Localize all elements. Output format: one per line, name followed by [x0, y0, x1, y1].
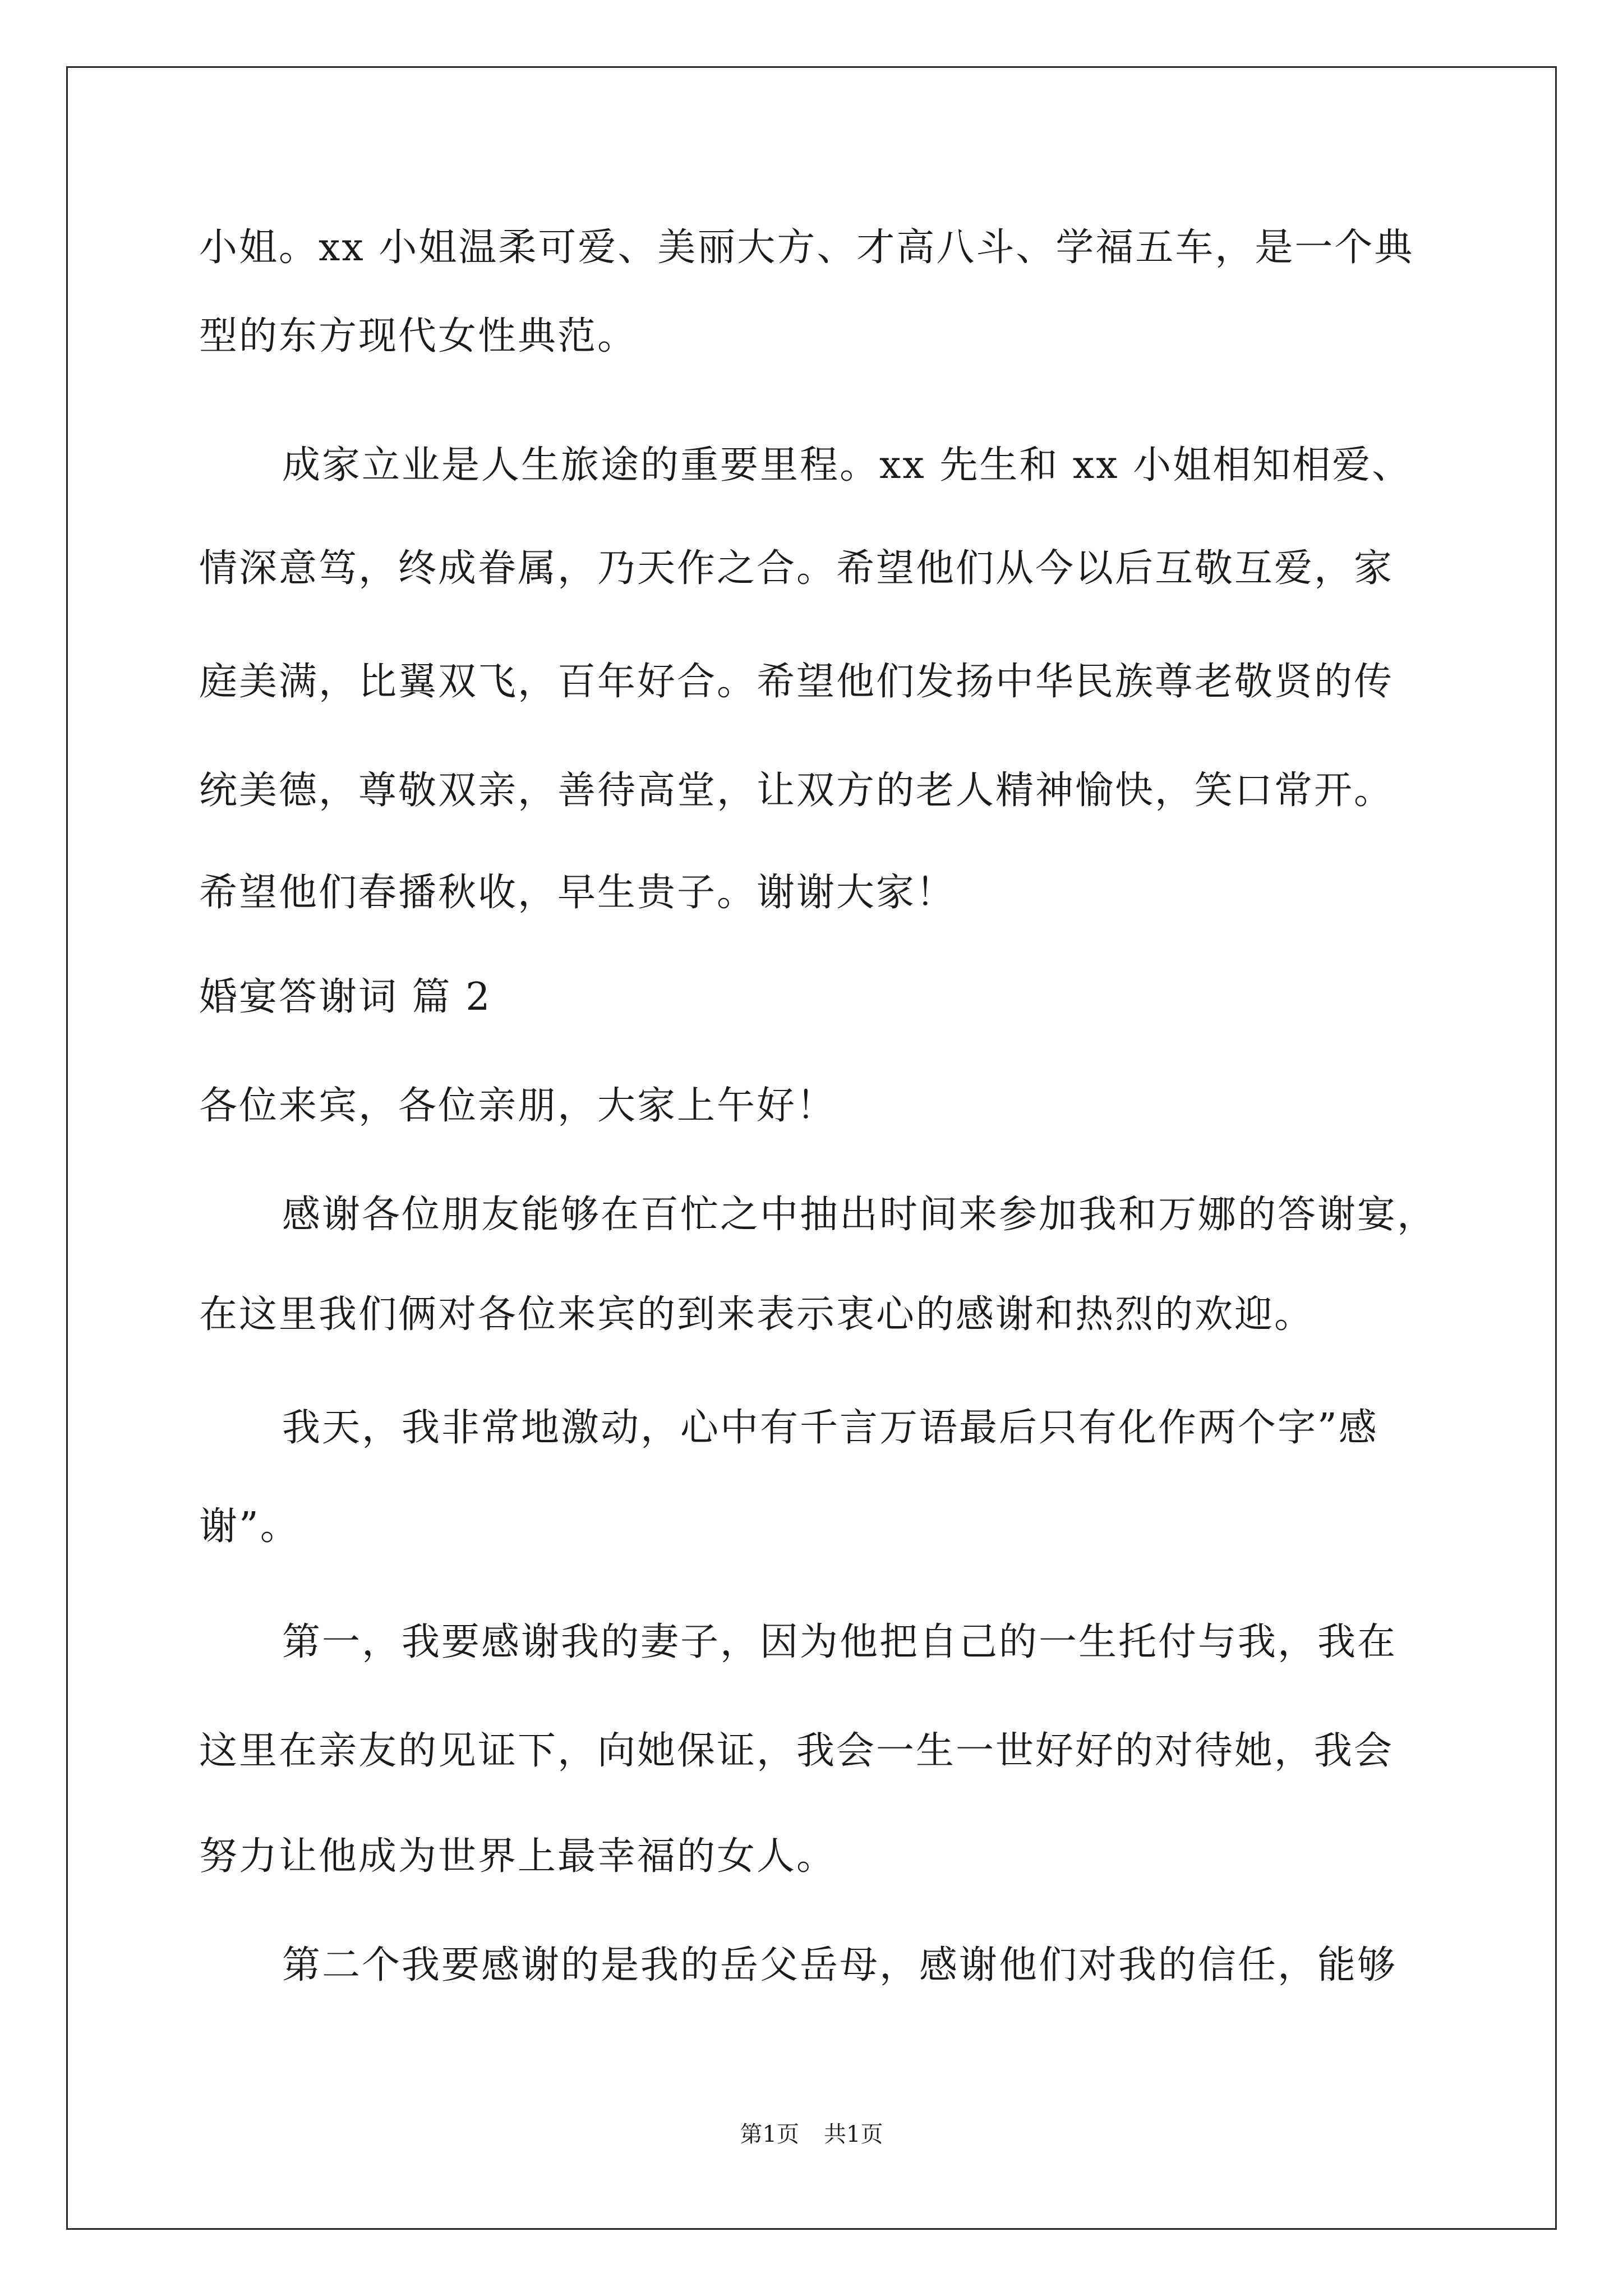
text-line: 成家立业是人生旅途的重要里程。xx 先生和 xx 小姐相知相爱、 [282, 443, 1412, 487]
text-line: 第二个我要感谢的是我的岳父岳母，感谢他们对我的信任，能够 [282, 1943, 1398, 1987]
page-border [66, 66, 1557, 2230]
text-line: 型的东方现代女性典范。 [199, 314, 638, 358]
page-total: 共1页 [824, 2122, 883, 2147]
text-line: 各位来宾，各位亲朋，大家上午好！ [199, 1084, 837, 1128]
text-line: 这里在亲友的见证下，向她保证，我会一生一世好好的对待她，我会 [199, 1729, 1394, 1773]
text-line: 第一，我要感谢我的妻子，因为他把自己的一生托付与我，我在 [282, 1620, 1398, 1664]
text-line: 我天，我非常地激动，心中有千言万语最后只有化作两个字”感 [282, 1406, 1378, 1450]
page-footer [0, 2120, 1623, 2148]
text-line: 努力让他成为世界上最幸福的女人。 [199, 1834, 837, 1879]
text-line: 谢”。 [199, 1504, 300, 1549]
text-line: 希望他们春播秋收，早生贵子。谢谢大家！ [199, 871, 956, 915]
section-heading: 婚宴答谢词 篇 2 [199, 975, 492, 1019]
text-line: 感谢各位朋友能够在百忙之中抽出时间来参加我和万娜的答谢宴， [282, 1193, 1437, 1237]
page-number: 第1页 [740, 2122, 799, 2147]
text-line: 统美德，尊敬双亲，善待高堂，让双方的老人精神愉快，笑口常开。 [199, 769, 1394, 813]
text-line: 情深意笃，终成眷属，乃天作之合。希望他们从今以后互敬互爱，家 [199, 546, 1394, 591]
text-line: 小姐。xx 小姐温柔可爱、美丽大方、才高八斗、学福五车，是一个典 [199, 226, 1414, 270]
text-line: 庭美满，比翼双飞，百年好合。希望他们发扬中华民族尊老敬贤的传 [199, 660, 1394, 704]
text-line: 在这里我们俩对各位来宾的到来表示衷心的感谢和热烈的欢迎。 [199, 1292, 1315, 1337]
